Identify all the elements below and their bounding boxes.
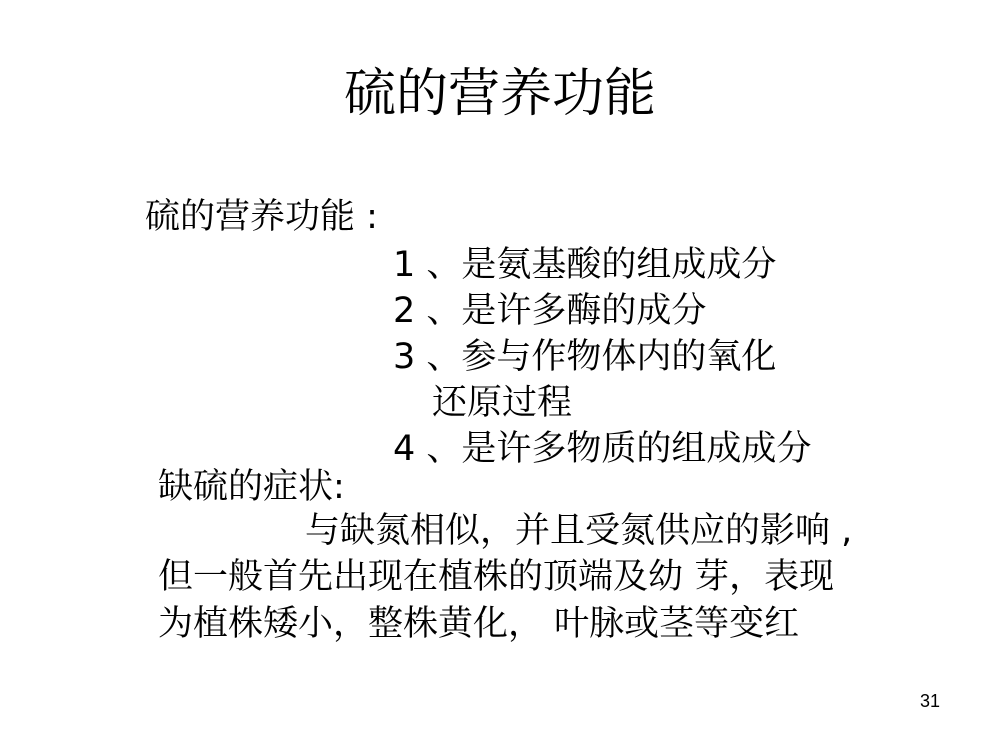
deficiency-line-3: 为植株矮小，整株黄化， 叶脉或茎等变红 [158, 604, 800, 644]
function-item-3: 3 、参与作物体内的氧化 [393, 337, 777, 377]
deficiency-label: 缺硫的症状: [158, 467, 345, 507]
slide-title: 硫的营养功能 [343, 64, 656, 124]
page-number: 31 [919, 691, 941, 711]
functions-label: 硫的营养功能 : [145, 197, 378, 237]
deficiency-line-1: 与缺氮相似，并且受氮供应的影响 , [305, 511, 853, 551]
function-item-1: 1 、是氨基酸的组成成分 [393, 245, 777, 285]
function-item-3-continuation: 还原过程 [432, 383, 573, 423]
function-item-2: 2 、是许多酶的成分 [393, 291, 707, 331]
function-item-4: 4 、是许多物质的组成成分 [393, 429, 812, 469]
deficiency-line-2: 但一般首先出现在植株的顶端及幼 芽，表现 [158, 557, 835, 597]
